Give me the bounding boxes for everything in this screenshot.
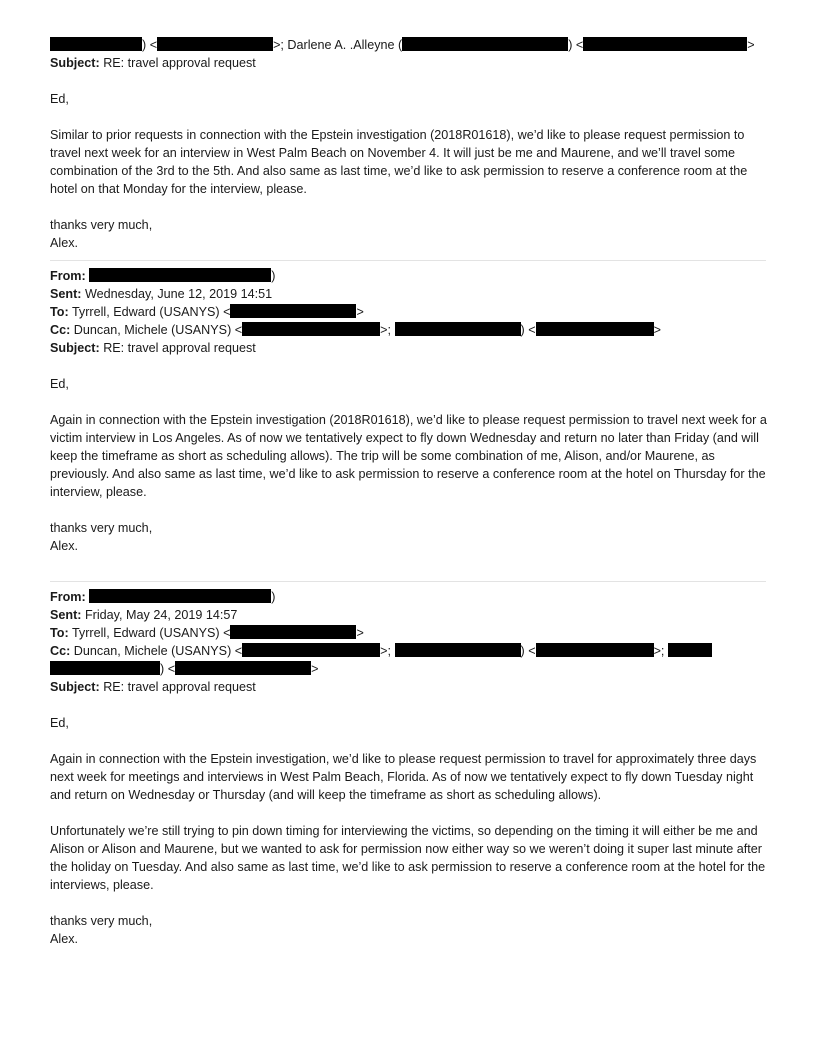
email-thread-page bbox=[50, 36, 770, 948]
to-line bbox=[50, 624, 770, 642]
subject-label: Subject: bbox=[50, 56, 100, 70]
redaction-block bbox=[395, 322, 521, 336]
email-body: Similar to prior requests in connection with the Epstein investigation (2018R01618), we’d like to please request permission to travel next week for an interview in West Palm Beach on November 4. It will just be me and Maurene, and we’ll travel some combination of the 3rd to the 5th. And also same as last time, we’d like to ask permission to reserve a conference room at the hotel on that Monday for the interview, please. bbox=[50, 128, 748, 196]
header-text: > bbox=[653, 323, 661, 337]
redaction-block bbox=[89, 268, 271, 282]
header-text: ) < bbox=[568, 38, 584, 52]
redaction-block bbox=[50, 37, 142, 51]
header-text: > bbox=[356, 305, 364, 319]
signoff: thanks very much, bbox=[50, 521, 153, 535]
sent-line bbox=[50, 606, 770, 624]
cc-value: Duncan, Michele (USANYS) < bbox=[73, 644, 243, 658]
greeting: Ed, bbox=[50, 377, 69, 391]
subject-line bbox=[50, 54, 770, 72]
redaction-block bbox=[668, 643, 712, 657]
from-label: From: bbox=[50, 269, 86, 283]
cc-line bbox=[50, 321, 770, 339]
from-line bbox=[50, 588, 770, 606]
signoff: thanks very much, bbox=[50, 914, 153, 928]
redaction-block bbox=[395, 643, 521, 657]
header-text: ) bbox=[271, 590, 276, 604]
header-text: >; Darlene A. .Alleyne ( bbox=[273, 38, 403, 52]
signature: Alex. bbox=[50, 236, 78, 250]
email-body: Unfortunately we’re still trying to pin down timing for interviewing the victims, so depending on the timing it will either be me and Alison or Alison and Maurene, but we wanted to ask for permission now either way so we weren’t doing it super last minute after the holiday on Tuesday. And also same as last time, we’d like to ask permission to reserve a conference room at the hotel for the interviews, please. bbox=[50, 824, 766, 892]
header-text: ) bbox=[271, 269, 276, 283]
to-label: To: bbox=[50, 626, 69, 640]
cc-value: Duncan, Michele (USANYS) < bbox=[73, 323, 243, 337]
cc-line-continued bbox=[50, 660, 770, 678]
sent-line bbox=[50, 285, 770, 303]
cc-label: Cc: bbox=[50, 323, 71, 337]
redaction-block bbox=[583, 37, 747, 51]
to-value: Tyrrell, Edward (USANYS) < bbox=[71, 626, 231, 640]
email-body: Again in connection with the Epstein investigation, we’d like to please request permission to travel for approximately three days next week for meetings and interviews in West Palm Beach, Florida. As of now we tentatively expect to fly down Tuesday night and return on Wednesday or Thursday (and will keep the timeframe as short as scheduling allows). bbox=[50, 752, 757, 802]
header-text: >; bbox=[380, 323, 391, 337]
signature: Alex. bbox=[50, 539, 78, 553]
message-divider bbox=[50, 260, 766, 261]
cc-label: Cc: bbox=[50, 644, 71, 658]
from-line bbox=[50, 267, 770, 285]
redaction-block bbox=[536, 643, 654, 657]
header-text: > bbox=[356, 626, 364, 640]
to-value: Tyrrell, Edward (USANYS) < bbox=[71, 305, 231, 319]
redaction-block bbox=[230, 304, 356, 318]
message-divider bbox=[50, 581, 766, 582]
redaction-block bbox=[536, 322, 654, 336]
greeting: Ed, bbox=[50, 716, 69, 730]
signoff: thanks very much, bbox=[50, 218, 153, 232]
header-text: ) < bbox=[160, 662, 176, 676]
redaction-block bbox=[50, 661, 160, 675]
sent-value: Friday, May 24, 2019 14:57 bbox=[84, 608, 238, 622]
header-text: > bbox=[747, 38, 755, 52]
subject-value: RE: travel approval request bbox=[103, 680, 256, 694]
header-text: ) < bbox=[142, 38, 158, 52]
sent-value: Wednesday, June 12, 2019 14:51 bbox=[84, 287, 273, 301]
header-text: >; bbox=[653, 644, 665, 658]
redaction-block bbox=[242, 643, 380, 657]
subject-line bbox=[50, 339, 770, 357]
email-body: Again in connection with the Epstein investigation (2018R01618), we’d like to please request permission to travel next week for a victim interview in Los Angeles. As of now we tentatively expect to fly down Wednesday and return no later than Friday (and will keep the timeframe as short as scheduling allows). The trip will be some combination of me, Alison, and/or Maurene, as previously. And also same as last time, we’d like to ask permission to reserve a conference room at the hotel on Thursday for the interview, please. bbox=[50, 413, 767, 499]
subject-label: Subject: bbox=[50, 680, 100, 694]
subject-line bbox=[50, 678, 770, 696]
subject-value: RE: travel approval request bbox=[103, 56, 256, 70]
signature: Alex. bbox=[50, 932, 78, 946]
header-text: > bbox=[311, 662, 319, 676]
redaction-block bbox=[230, 625, 356, 639]
to-line bbox=[50, 303, 770, 321]
redaction-block bbox=[175, 661, 311, 675]
to-label: To: bbox=[50, 305, 69, 319]
redaction-block bbox=[242, 322, 380, 336]
header-text: ) < bbox=[520, 323, 536, 337]
cc-line bbox=[50, 642, 770, 660]
sent-label: Sent: bbox=[50, 287, 82, 301]
greeting: Ed, bbox=[50, 92, 69, 106]
redaction-block bbox=[402, 37, 568, 51]
redaction-block bbox=[89, 589, 271, 603]
recipients-line bbox=[50, 36, 770, 54]
subject-label: Subject: bbox=[50, 341, 100, 355]
sent-label: Sent: bbox=[50, 608, 82, 622]
from-label: From: bbox=[50, 590, 86, 604]
subject-value: RE: travel approval request bbox=[103, 341, 256, 355]
redaction-block bbox=[157, 37, 273, 51]
header-text: >; bbox=[380, 644, 391, 658]
header-text: ) < bbox=[520, 644, 536, 658]
